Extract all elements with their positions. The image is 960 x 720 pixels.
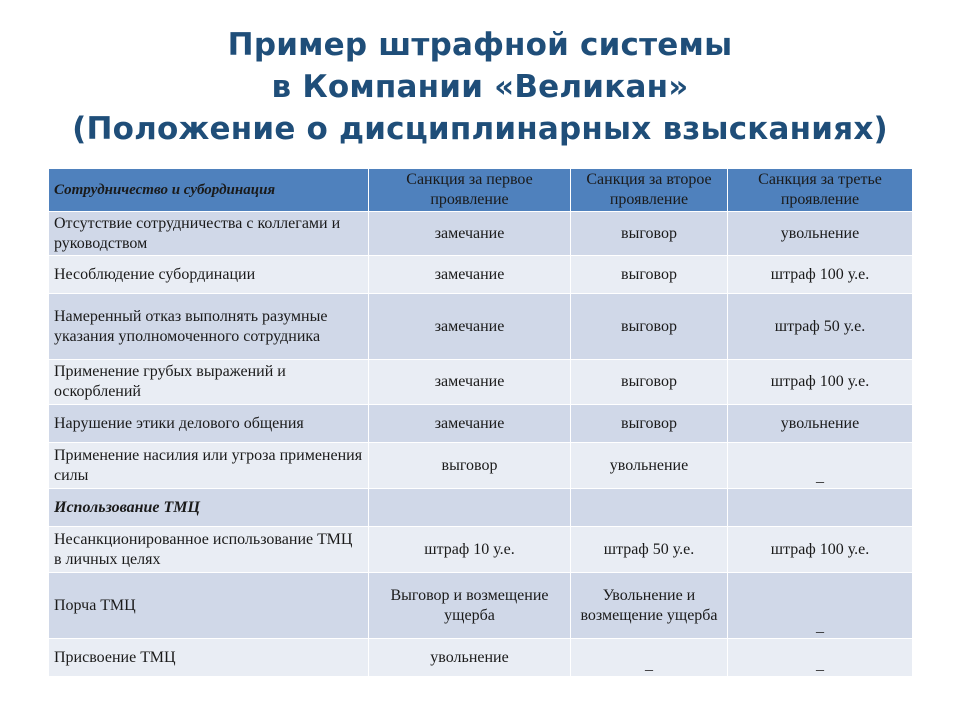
sanction-second-cell: увольнение — [571, 443, 728, 489]
sanction-first-cell — [369, 489, 571, 527]
sanction-second-cell: выговор — [571, 405, 728, 443]
table-row — [49, 256, 913, 294]
sanction-first-cell: Выговор и возмещение ущерба — [369, 573, 571, 639]
violation-cell: Несанкционированное использование ТМЦ в личных целях — [49, 527, 369, 573]
sanction-third-cell: штраф 50 у.е. — [728, 294, 913, 360]
sanction-third-cell: _ — [728, 573, 913, 639]
violation-cell: Присвоение ТМЦ — [49, 639, 369, 677]
table-row — [49, 527, 913, 573]
section-row — [49, 489, 913, 527]
table-row — [49, 212, 913, 256]
sanction-first-cell: увольнение — [369, 639, 571, 677]
sanction-third-cell: _ — [728, 443, 913, 489]
header-third-offense: Санкция за третье проявление — [728, 169, 913, 212]
sanction-first-cell: замечание — [369, 256, 571, 294]
sanction-second-cell: выговор — [571, 256, 728, 294]
sanction-third-cell: увольнение — [728, 405, 913, 443]
sanction-second-cell: штраф 50 у.е. — [571, 527, 728, 573]
sanction-first-cell: замечание — [369, 294, 571, 360]
sanction-third-cell: штраф 100 у.е. — [728, 527, 913, 573]
sanction-first-cell: выговор — [369, 443, 571, 489]
violation-cell: Применение насилия или угроза применения силы — [49, 443, 369, 489]
sanction-second-cell: _ — [571, 639, 728, 677]
table-row — [49, 294, 913, 360]
violation-cell: Несоблюдение субординации — [49, 256, 369, 294]
table-row — [49, 405, 913, 443]
violation-cell: Отсутствие сотрудничества с коллегами и руководством — [49, 212, 369, 256]
sanction-second-cell: выговор — [571, 212, 728, 256]
sanction-second-cell — [571, 489, 728, 527]
sanction-second-cell: выговор — [571, 360, 728, 405]
sanction-first-cell: замечание — [369, 405, 571, 443]
violation-cell: Нарушение этики делового общения — [49, 405, 369, 443]
table-header-row — [49, 169, 913, 212]
table-row — [49, 360, 913, 405]
violation-cell: Применение грубых выражений и оскорблений — [49, 360, 369, 405]
sanction-first-cell: штраф 10 у.е. — [369, 527, 571, 573]
sanction-first-cell: замечание — [369, 360, 571, 405]
page-title — [0, 24, 960, 150]
sanction-third-cell: штраф 100 у.е. — [728, 256, 913, 294]
header-category: Сотрудничество и субординация — [49, 169, 369, 212]
sanction-third-cell: увольнение — [728, 212, 913, 256]
sanction-second-cell: выговор — [571, 294, 728, 360]
table-row — [49, 573, 913, 639]
sanction-third-cell: штраф 100 у.е. — [728, 360, 913, 405]
title-line-1: Пример штрафной системы — [227, 27, 733, 63]
violation-cell: Порча ТМЦ — [49, 573, 369, 639]
violation-cell: Намеренный отказ выполнять разумные указания уполномоченного сотрудника — [49, 294, 369, 360]
sanction-first-cell: замечание — [369, 212, 571, 256]
table-row — [49, 639, 913, 677]
sanction-third-cell — [728, 489, 913, 527]
sanction-third-cell: _ — [728, 639, 913, 677]
header-second-offense: Санкция за второе проявление — [571, 169, 728, 212]
title-line-3: (Положение о дисциплинарных взысканиях) — [72, 111, 888, 147]
table-row — [49, 443, 913, 489]
header-first-offense: Санкция за первое проявление — [369, 169, 571, 212]
penalty-table — [48, 168, 913, 677]
title-line-2: в Компании «Великан» — [271, 69, 689, 105]
sanction-second-cell: Увольнение и возмещение ущерба — [571, 573, 728, 639]
section-heading-cell: Использование ТМЦ — [49, 489, 369, 527]
